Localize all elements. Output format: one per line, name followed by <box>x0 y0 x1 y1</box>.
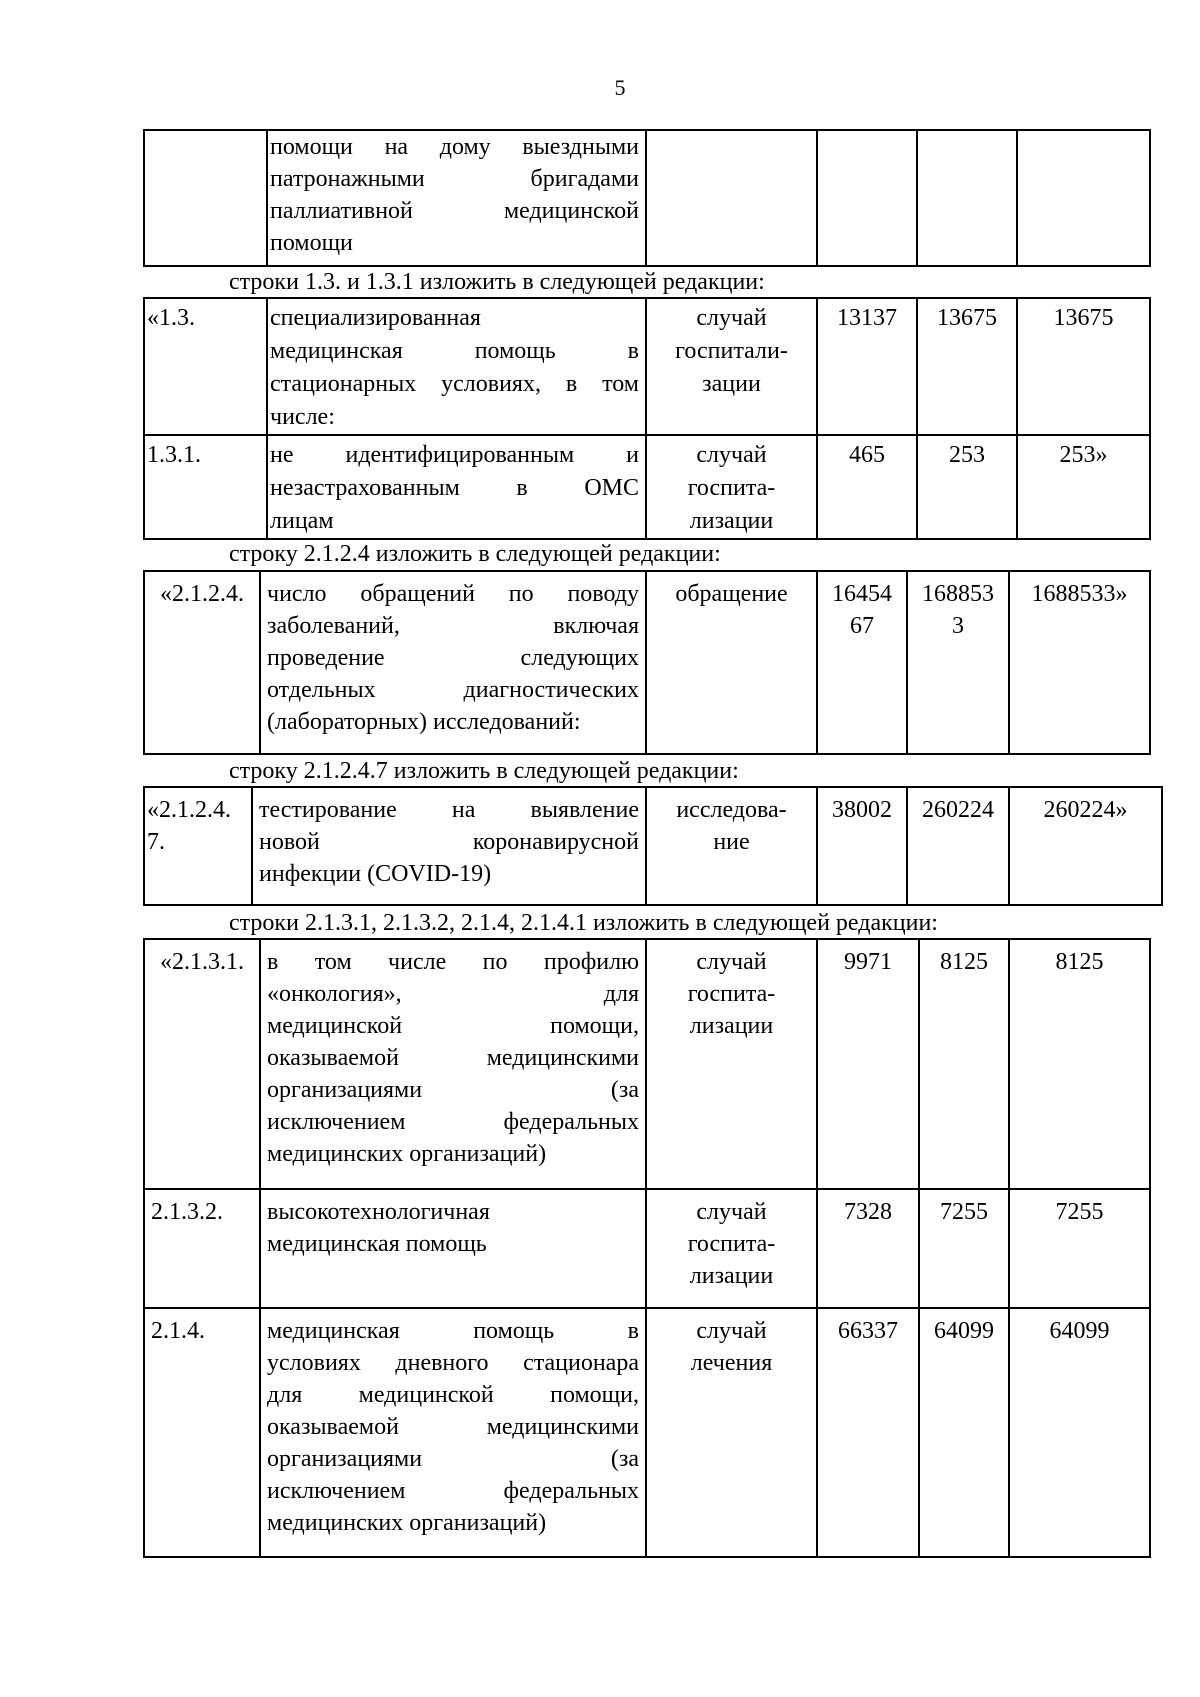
desc-line: медицинская помощь в <box>267 1318 639 1344</box>
table-row <box>144 571 1150 754</box>
cell-value-1: 66337 <box>817 1308 919 1557</box>
table-continuation <box>143 129 1151 267</box>
desc-line: (лабораторных) исследований: <box>267 709 581 735</box>
desc-line: организациями (за <box>267 1077 639 1103</box>
cell-description <box>260 1189 646 1308</box>
desc-line: исключением федеральных <box>267 1478 639 1504</box>
cell-value-3 <box>1017 130 1150 266</box>
cell-code: 2.1.3.2. <box>144 1189 260 1308</box>
cell-value-2: 8125 <box>919 939 1009 1189</box>
cell-code: 2.1.4. <box>144 1308 260 1557</box>
cell-unit <box>646 435 817 539</box>
instruction-3: строку 2.1.2.4.7 изложить в следующей редакции: <box>229 758 739 784</box>
cell-unit <box>646 1189 817 1308</box>
table-row-2-1-2-4-7 <box>143 786 1163 906</box>
table-row-2-1-2-4 <box>143 570 1151 755</box>
cell-value-1: 465 <box>817 435 917 539</box>
page-number: 5 <box>614 75 626 100</box>
cell-unit <box>646 298 817 435</box>
cell-value-1 <box>817 571 907 754</box>
table-row <box>144 939 1150 1189</box>
cell-unit: обращение <box>646 571 817 754</box>
unit-line: госпита- <box>687 475 776 501</box>
table-row <box>144 130 1150 266</box>
desc-line: специализированная <box>270 305 481 331</box>
code-line: «2.1.2.4. <box>147 797 231 823</box>
table-row <box>144 435 1150 539</box>
unit-line: зации <box>702 371 761 397</box>
cell-value-2: 253 <box>917 435 1017 539</box>
desc-line: не идентифицированным и <box>270 442 639 468</box>
cell-value-1 <box>817 130 917 266</box>
cell-description <box>252 787 646 905</box>
value-line: 3 <box>952 613 964 639</box>
cell-code <box>144 787 252 905</box>
desc-line: медицинская помощь в <box>270 338 639 364</box>
unit-line: госпита- <box>687 981 776 1007</box>
desc-line: стационарных условиях, в том <box>270 371 639 397</box>
cell-value-2: 64099 <box>919 1308 1009 1557</box>
cell-value-2 <box>907 571 1009 754</box>
value-line: 168853 <box>922 581 994 607</box>
cell-value-2: 13675 <box>917 298 1017 435</box>
cell-value-3: 260224» <box>1009 787 1162 905</box>
desc-line: исключением федеральных <box>267 1109 639 1135</box>
table-row <box>144 298 1150 435</box>
desc-line: оказываемой медицинскими <box>267 1414 639 1440</box>
unit-line: госпита- <box>687 1231 776 1257</box>
cell-code: «1.3. <box>144 298 267 435</box>
desc-line: в том числе по профилю <box>267 949 639 975</box>
cell-value-3: 1688533» <box>1009 571 1150 754</box>
desc-line: инфекции (COVID-19) <box>259 861 492 887</box>
desc-line: для медицинской помощи, <box>267 1382 639 1408</box>
cell-unit <box>646 1308 817 1557</box>
cell-unit <box>646 787 817 905</box>
table-rows-2-1-3 <box>143 938 1151 1558</box>
cell-value-2: 260224 <box>907 787 1009 905</box>
desc-line: высокотехнологичная <box>267 1199 490 1225</box>
cell-description <box>260 571 646 754</box>
desc-line: числе: <box>270 404 335 430</box>
cell-value-2 <box>917 130 1017 266</box>
cell-value-3: 7255 <box>1009 1189 1150 1308</box>
unit-line: случай <box>696 442 767 468</box>
desc-line: проведение следующих <box>267 645 639 671</box>
cell-unit <box>646 939 817 1189</box>
table-rows-1-3 <box>143 297 1151 540</box>
unit-line: случай <box>696 949 767 975</box>
unit-line: лечения <box>690 1350 773 1376</box>
cell-unit <box>646 130 817 266</box>
instruction-4: строки 2.1.3.1, 2.1.3.2, 2.1.4, 2.1.4.1 изложить в следующей редакции: <box>229 910 938 936</box>
desc-line: организациями (за <box>267 1446 639 1472</box>
desc-line: отдельных диагностических <box>267 677 639 703</box>
desc-line: медицинской помощи, <box>267 1013 639 1039</box>
cell-value-3: 8125 <box>1009 939 1150 1189</box>
cell-value-1: 7328 <box>817 1189 919 1308</box>
cell-description <box>260 1308 646 1557</box>
table-row <box>144 787 1162 905</box>
code-line: 7. <box>147 829 165 855</box>
cell-code: «2.1.2.4. <box>144 571 260 754</box>
unit-line: лизации <box>689 1263 774 1289</box>
cell-description <box>260 939 646 1189</box>
desc-line: помощи <box>270 230 353 256</box>
desc-line: медицинских организаций) <box>267 1510 547 1536</box>
cell-value-1: 13137 <box>817 298 917 435</box>
unit-line: исследова- <box>676 797 787 823</box>
desc-line: число обращений по поводу <box>267 581 639 607</box>
desc-line: медицинская помощь <box>267 1231 487 1257</box>
cell-value-3: 253» <box>1017 435 1150 539</box>
unit-line: ние <box>713 829 750 855</box>
cell-description <box>267 435 646 539</box>
cell-code: «2.1.3.1. <box>144 939 260 1189</box>
table-row <box>144 1189 1150 1308</box>
desc-line: помощи на дому выездными <box>270 134 639 160</box>
cell-description <box>267 298 646 435</box>
desc-line: заболеваний, включая <box>267 613 639 639</box>
cell-value-3: 13675 <box>1017 298 1150 435</box>
desc-line: патронажными бригадами <box>270 166 639 192</box>
desc-line: «онкология», для <box>267 981 639 1007</box>
cell-value-1: 38002 <box>817 787 907 905</box>
unit-line: лизации <box>689 1013 774 1039</box>
unit-line: госпитали- <box>675 338 788 364</box>
cell-value-2: 7255 <box>919 1189 1009 1308</box>
desc-line: новой коронавирусной <box>259 829 639 855</box>
unit-line: случай <box>696 1199 767 1225</box>
value-line: 16454 <box>832 581 892 607</box>
instruction-2: строку 2.1.2.4 изложить в следующей редакции: <box>229 541 721 567</box>
cell-value-3: 64099 <box>1009 1308 1150 1557</box>
value-line: 67 <box>850 613 874 639</box>
cell-code: 1.3.1. <box>144 435 267 539</box>
cell-code <box>144 130 267 266</box>
desc-line: условиях дневного стационара <box>267 1350 639 1376</box>
desc-line: медицинских организаций) <box>267 1141 547 1167</box>
desc-line: оказываемой медицинскими <box>267 1045 639 1071</box>
cell-value-1: 9971 <box>817 939 919 1189</box>
cell-description <box>267 130 646 266</box>
desc-line: паллиативной медицинской <box>270 198 639 224</box>
desc-line: тестирование на выявление <box>259 797 639 823</box>
unit-line: лизации <box>689 508 774 534</box>
instruction-1: строки 1.3. и 1.3.1 изложить в следующей редакции: <box>229 269 765 295</box>
unit-line: случай <box>696 1318 767 1344</box>
table-row <box>144 1308 1150 1557</box>
desc-line: лицам <box>270 508 334 534</box>
unit-line: случай <box>696 305 767 331</box>
desc-line: незастрахованным в ОМС <box>270 475 639 501</box>
